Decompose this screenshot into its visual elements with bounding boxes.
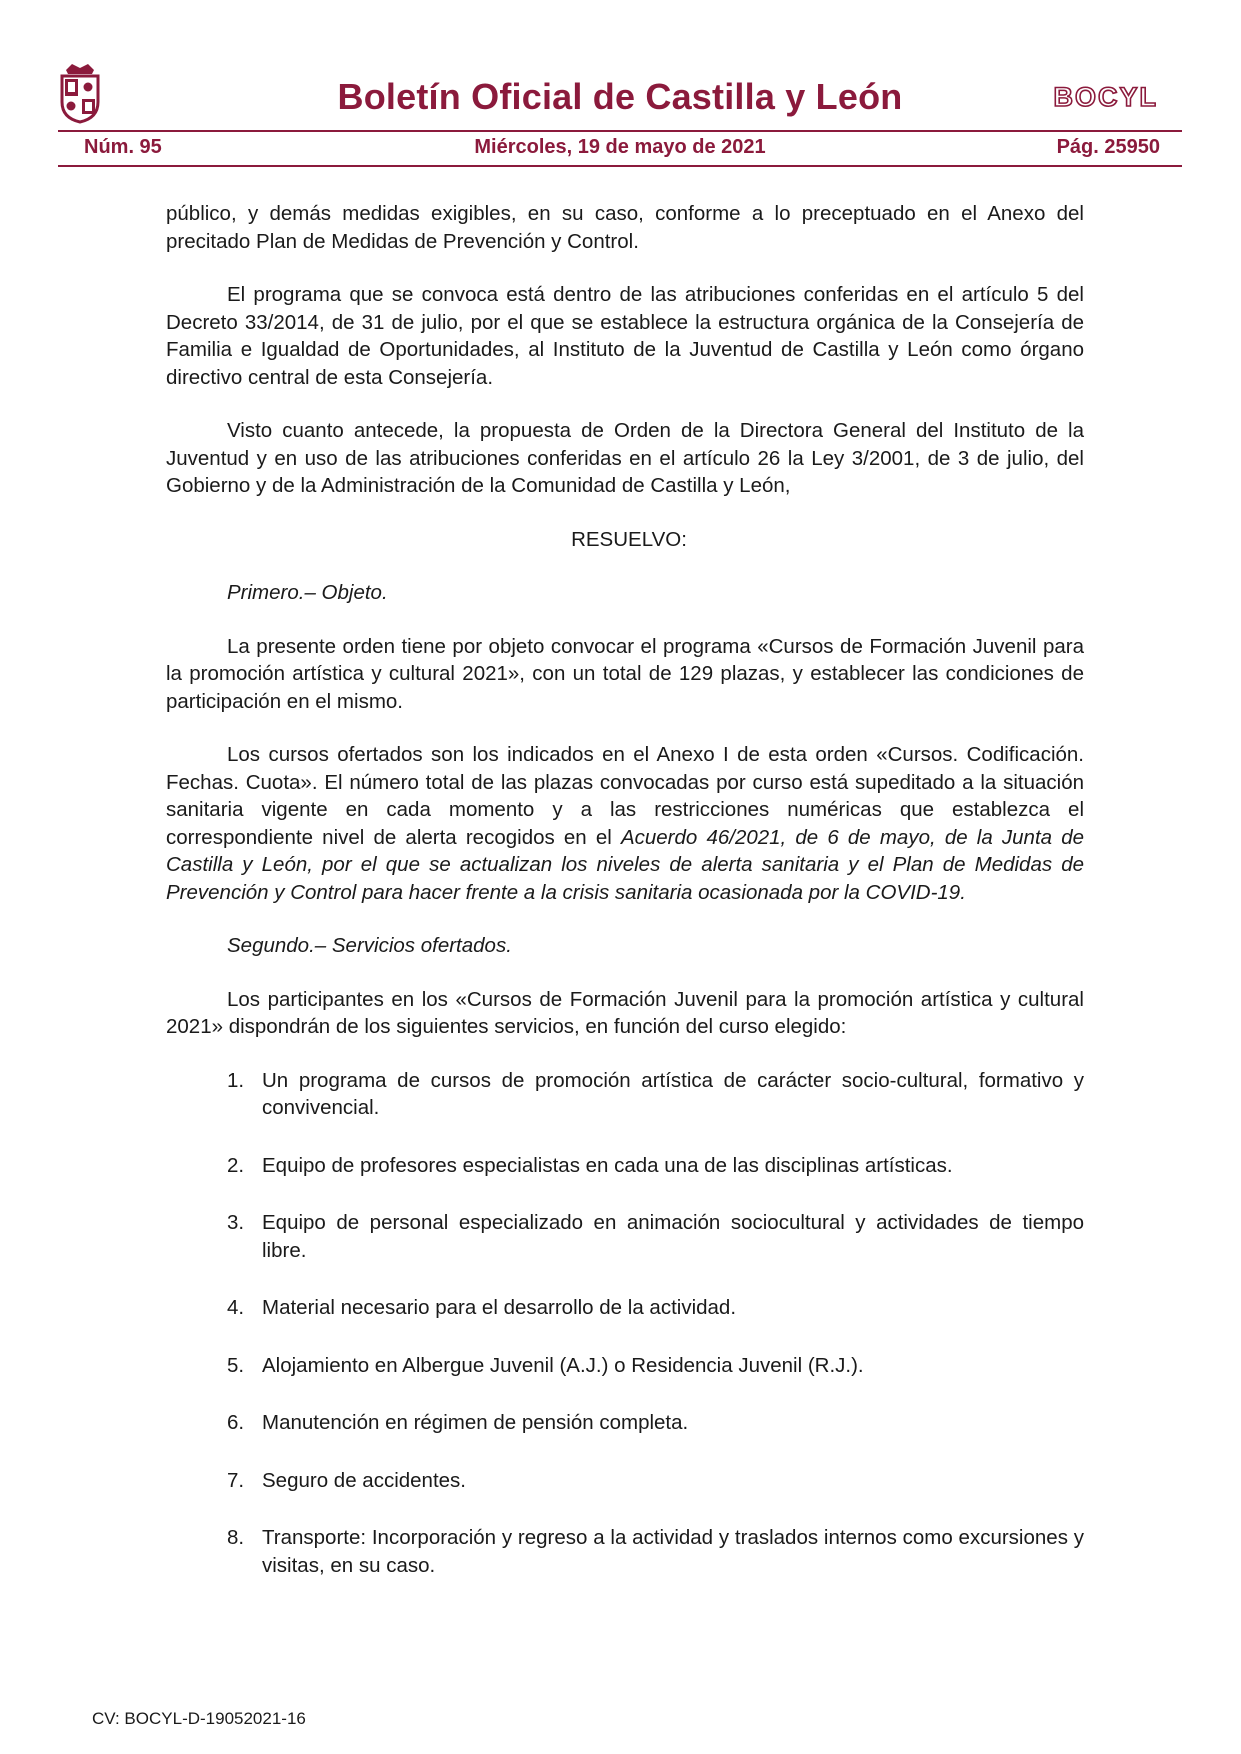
verification-code: CV: BOCYL-D-19052021-16 [92, 1709, 306, 1728]
issue-number: Núm. 95 [84, 136, 162, 158]
list-text: Material necesario para el desarrollo de la actividad. [262, 1296, 737, 1319]
list-number: 1. [227, 1068, 245, 1092]
bulletin-title: Boletín Oficial de Castilla y León [337, 76, 903, 117]
list-text: Seguro de accidentes. [262, 1468, 466, 1492]
list-item [166, 1067, 1084, 1122]
paragraph [166, 741, 1084, 906]
list-item [166, 1352, 1084, 1380]
list-text: Equipo de personal especializado en animación sociocultural y actividades de tiempo libre. [262, 1211, 1084, 1262]
list-item [166, 1209, 1084, 1264]
list-item [166, 1409, 1084, 1437]
list-item [166, 1152, 1084, 1180]
list-text: Equipo de profesores especialistas en cada una de las disciplinas artísticas. [262, 1153, 953, 1177]
header-divider [58, 130, 1182, 132]
page-number: Pág. 25950 [1056, 136, 1160, 158]
paragraph: La presente orden tiene por objeto convocar el programa «Cursos de Formación Juvenil para la promoción artística y cultural 2021», con un total de 129 plazas, y establecer las condiciones de participación en el mismo. [166, 634, 1084, 713]
list-number: 4. [227, 1296, 245, 1319]
list-number: 7. [227, 1468, 245, 1492]
list-number: 5. [227, 1353, 245, 1377]
paragraph: El programa que se convoca está dentro de las atribuciones conferidas en el artículo 5 del Decreto 33/2014, de 31 de julio, por el que se establece la estructura orgánica de la Consejería de Familia e Igualdad de Oportunidades, al Instituto de la Juventud de Castilla y León como órgano directivo central de esta Consejería. [166, 283, 1084, 389]
paragraph: Visto cuanto antecede, la propuesta de Orden de la Directora General del Instituto de la Juventud y en uso de las atribuciones conferidas en el artículo 26 la Ley 3/2001, de 3 de julio, del Gobierno y de la Administración de la Comunidad de Castilla y León, [166, 419, 1084, 497]
list-number: 8. [227, 1526, 245, 1549]
resolution-heading: RESUELVO: [571, 527, 687, 551]
bulletin-header [58, 58, 1182, 170]
agreement-citation: Acuerdo 46/2021, de 6 de mayo, de la Junta de Castilla y León, por el que se actualizan los niveles de alerta sanitaria y el Plan de Medidas de Prevención y Control para hacer frente a la crisis sanitaria ocasionada por la COVID-19. [166, 825, 1084, 904]
list-item [166, 1467, 1084, 1495]
issue-date: Miércoles, 19 de mayo de 2021 [474, 136, 766, 158]
list-number: 6. [227, 1411, 245, 1434]
paragraph: público, y demás medidas exigibles, en su caso, conforme a lo preceptuado en el Anexo del precitado Plan de Medidas de Prevención y Control. [166, 202, 1084, 253]
list-text: Transporte: Incorporación y regreso a la actividad y traslados internos como excursiones y visitas, en su caso. [262, 1526, 1084, 1577]
services-list [166, 1067, 1084, 1580]
list-number: 3. [227, 1211, 245, 1234]
section-heading-segundo: Segundo.– Servicios ofertados. [227, 934, 512, 957]
section-heading-primero: Primero.– Objeto. [227, 581, 388, 604]
paragraph: Los participantes en los «Cursos de Formación Juvenil para la promoción artística y cultural 2021» dispondrán de los siguientes servicios, en función del curso elegido: [166, 987, 1084, 1038]
list-item [166, 1524, 1084, 1579]
paragraph-text: Los cursos ofertados son los indicados en el Anexo I de esta orden «Cursos. Codificación. Fechas. Cuota». El número total de las plazas convocadas por curso está supeditado a la situación sanitaria vigente en cada momento y a las restricciones numéricas que establezca el correspondiente nivel de alerta recogidos en el [166, 743, 1084, 849]
list-text: Manutención en régimen de pensión completa. [262, 1411, 689, 1434]
header-divider-bottom [58, 165, 1182, 167]
document-body [166, 200, 1084, 1609]
list-number: 2. [227, 1153, 245, 1177]
bocyl-logo: BOCYL [1053, 82, 1158, 112]
list-text: Un programa de cursos de promoción artística de carácter socio-cultural, formativo y convivencial. [262, 1068, 1084, 1119]
list-item [166, 1294, 1084, 1322]
list-text: Alojamiento en Albergue Juvenil (A.J.) o Residencia Juvenil (R.J.). [262, 1353, 864, 1377]
